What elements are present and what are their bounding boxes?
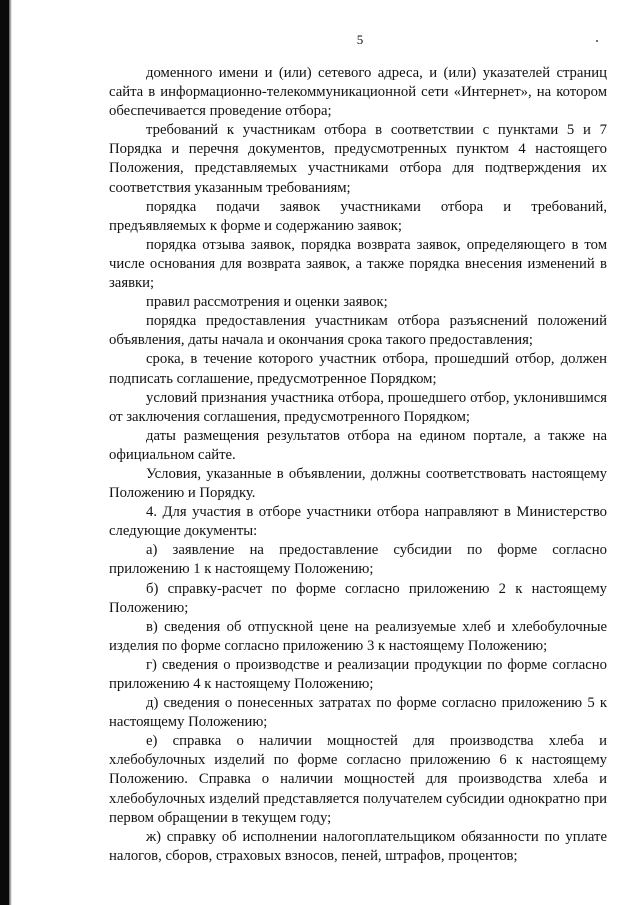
paragraph-results-date: даты размещения результатов отбора на едином портале, а также на официальном сайте.	[109, 427, 607, 463]
scan-left-edge	[0, 0, 9, 905]
paragraph-section-4: 4. Для участия в отборе участники отбора направляют в Министерство следующие документы:	[109, 504, 607, 540]
paragraph-evasion-conditions: условий признания участника отбора, прошедшего отбор, уклонившимся от заключения соглашения, предусмотренного Порядком;	[109, 389, 607, 425]
list-item-v: в) сведения об отпускной цене на реализуемые хлеб и хлебобулочные изделия по форме согласно приложению 3 к настоящему Положению;	[109, 618, 607, 654]
paragraph-conditions: Условия, указанные в объявлении, должны соответствовать настоящему Положению и Порядку.	[109, 465, 607, 502]
list-item-d: д) сведения о понесенных затратах по форме согласно приложению 5 к настоящему Положению;	[109, 695, 607, 731]
list-item-e: е) справка о наличии мощностей для производства хлеба и хлебобулочных изделий по форме согласно приложению 6 к настоящему Положению. Справка о наличии мощностей для производства хлеба и хлебобулочных изделий представляется получателем субсидии однократно при первом обращении в текущем году;	[109, 733, 607, 826]
document-body	[109, 64, 607, 866]
paragraph-submission-order: порядка подачи заявок участниками отбора и требований, предъявляемых к форме и содержанию заявок;	[109, 198, 607, 234]
list-item-b: б) справку-расчет по форме согласно приложению 2 к настоящему Положению;	[109, 580, 607, 616]
list-item-a: а) заявление на предоставление субсидии по форме согласно приложению 1 к настоящему Положению;	[109, 542, 607, 578]
paragraph-review-rules: правил рассмотрения и оценки заявок;	[146, 294, 388, 311]
page-number: 5	[356, 32, 364, 47]
paragraph-withdrawal-order: порядка отзыва заявок, порядка возврата заявок, определяющего в том числе основания для возврата заявок, а также порядка внесения изменений в заявки;	[109, 236, 607, 292]
scan-speck	[596, 40, 598, 42]
paragraph-requirements: требований к участникам отбора в соответствии с пунктами 5 и 7 Порядка и перечня документов, предусмотренных пунктом 4 настоящего Положения, представляемых участниками отбора для подтверждения их соответствия указанным требованиям;	[109, 122, 607, 196]
list-item-zh: ж) справку об исполнении налогоплательщиком обязанности по уплате налогов, сборов, страховых взносов, пеней, штрафов, процентов;	[109, 828, 607, 864]
paragraph-signing-deadline: срока, в течение которого участник отбора, прошедший отбор, должен подписать соглашение, предусмотренное Порядком;	[109, 351, 607, 387]
paragraph-domain-name: доменного имени и (или) сетевого адреса, и (или) указателей страниц сайта в информационно-телекоммуникационной сети «Интернет», на котором обеспечивается проведение отбора;	[109, 65, 607, 120]
list-item-g: г) сведения о производстве и реализации продукции по форме согласно приложению 4 к настоящему Положению;	[109, 656, 607, 692]
paragraph-clarifications: порядка предоставления участникам отбора разъяснений положений объявления, даты начала и окончания срока такого предоставления;	[109, 313, 607, 349]
scan-edge-shadow	[9, 0, 12, 905]
